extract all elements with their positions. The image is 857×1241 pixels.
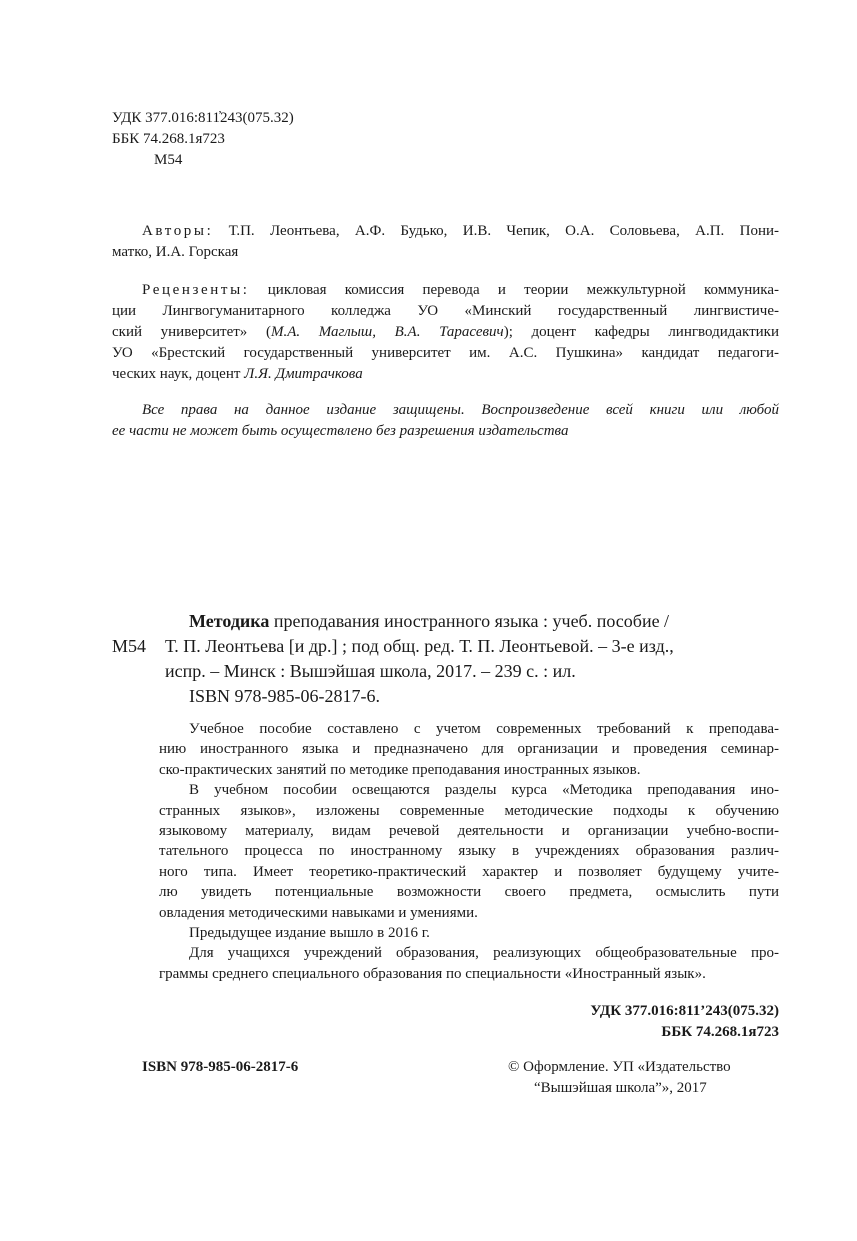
- udk-code: УДК 377.016:811̓243(075.32): [112, 110, 294, 126]
- footer-bbk: ББК 74.268.1я723: [661, 1024, 779, 1040]
- abstract-line: лю увидеть потенциальные возможности своего предмета, осмыслить пути: [159, 884, 779, 901]
- bbk-code: ББК 74.268.1я723: [112, 131, 225, 147]
- abstract-previous-edition: Предыдущее издание вышло в 2016 г.: [189, 924, 430, 941]
- abstract-line: В учебном пособии освещаются разделы курса «Методика преподавания ино-: [189, 782, 779, 799]
- reviewer-names: М.А. Маглыш, В.А. Тарасевич: [270, 324, 504, 340]
- abstract-line: странных языков», изложены современные методические подходы к обучению: [159, 802, 779, 819]
- abstract-line: овладения методическими навыками и умениями.: [159, 904, 478, 921]
- reviewer-name-2: Л.Я. Дмитрачкова: [244, 366, 363, 382]
- catalog-line-2: Т. П. Леонтьева [и др.] ; под общ. ред. Т. П. Леонтьевой. – 3-е изд.,: [165, 636, 674, 656]
- abstract-line: нию иностранного языка и предназначено для организации и проведения семинар-: [159, 741, 779, 758]
- footer-isbn: ISBN 978-985-06-2817-6: [142, 1059, 299, 1075]
- reviewers-line-1: цикловая комиссия перевода и теории межкультурной коммуника-: [267, 282, 779, 298]
- catalog-title-bold: Методика: [189, 611, 270, 631]
- catalog-mark: М54: [112, 636, 147, 656]
- catalog-line-3: испр. – Минск : Вышэйшая школа, 2017. – 239 с. : ил.: [165, 661, 576, 681]
- rights-line-1: Все права на данное издание защищены. Воспроизведение всей книги или любой: [142, 402, 779, 418]
- reviewers-line-4: УО «Брестский государственный университет им. А.С. Пушкина» кандидат педагоги-: [112, 345, 779, 361]
- reviewers-block: [112, 280, 779, 385]
- abstract-line: Учебное пособие составлено с учетом современных требований к преподава-: [189, 721, 779, 737]
- catalog-line-1: Методика преподавания иностранного языка : учеб. пособие /: [189, 611, 670, 631]
- abstract-line: тательного процесса по иностранному языку в учреждениях образования различ-: [159, 843, 779, 860]
- rights-line-2: ее части не может быть осуществлено без разрешения издательства: [112, 423, 569, 439]
- reviewers-line-5: ческих наук, доцент Л.Я. Дмитрачкова: [112, 366, 363, 382]
- reviewers-label: Рецензенты:: [142, 282, 250, 298]
- abstract-line: языковому материалу, видам речевой деятельности и организации учебно-воспи-: [159, 822, 779, 839]
- authors-line-2: матко, И.А. Горская: [112, 244, 239, 260]
- copyright-line-1: © Оформление. УП «Издательство: [508, 1059, 731, 1075]
- abstract-line: граммы среднего специального образования по специальности «Иностранный язык».: [159, 965, 706, 982]
- rights-notice: [112, 400, 779, 442]
- reviewers-line-3: ский университет» (М.А. Маглыш, В.А. Тарасевич); доцент кафедры лингводидактики: [112, 324, 779, 340]
- abstract: [159, 719, 779, 984]
- copyright-line-2: “Вышэйшая школа”», 2017: [534, 1080, 707, 1096]
- copyright: [508, 1057, 731, 1099]
- abstract-line: Для учащихся учреждений образования, реализующих общеобразовательные про-: [189, 945, 779, 962]
- reviewers-line-2: ции Лингвогуманитарного колледжа УО «Минский государственный лингвистиче-: [112, 303, 779, 319]
- classification-codes: [112, 108, 294, 171]
- abstract-line: ско-практических занятий по методике преподавания иностранных языков.: [159, 761, 641, 778]
- catalog-isbn: ISBN 978-985-06-2817-6.: [189, 686, 380, 706]
- footer-codes: [590, 1001, 779, 1043]
- authors-line-1: Т.П. Леонтьева, А.Ф. Будько, И.В. Чепик, О.А. Соловьева, А.П. Пони-: [228, 223, 779, 239]
- abstract-line: ного типа. Имеет теоретико-практический характер и позволяет будущему учите-: [159, 863, 779, 880]
- author-mark: М54: [154, 152, 183, 168]
- footer-udk: УДК 377.016:811’243(075.32): [590, 1003, 779, 1019]
- authors-block: [112, 221, 779, 263]
- authors-label: Авторы:: [142, 223, 214, 239]
